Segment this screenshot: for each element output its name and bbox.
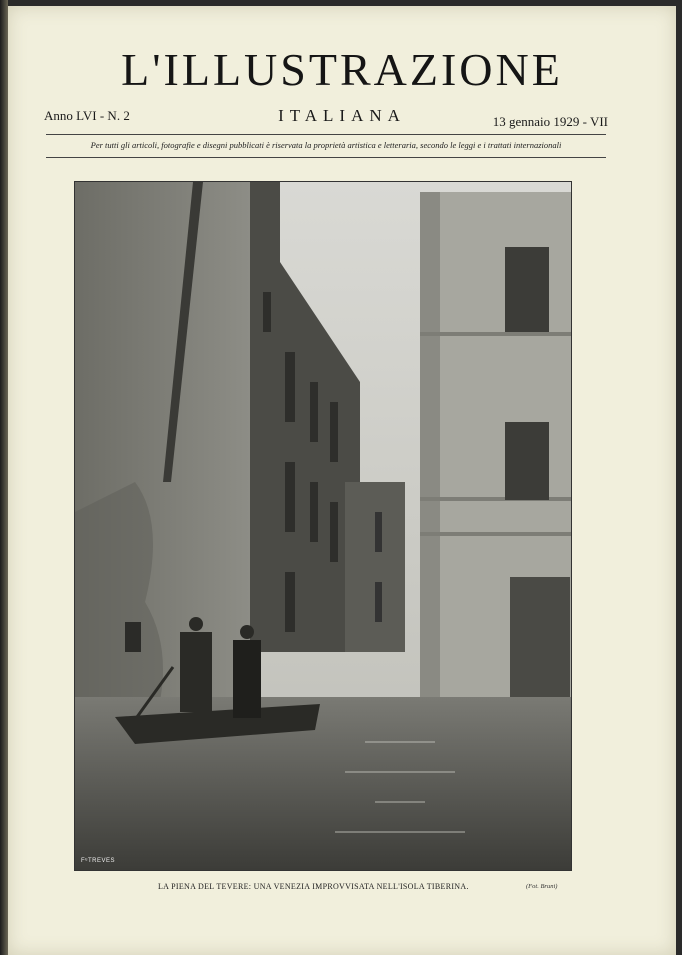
photo-imprint: FᵘTREVES xyxy=(81,858,115,864)
masthead-subtitle: ITALIANA xyxy=(278,106,406,125)
flooded-street-image xyxy=(75,182,571,870)
divider-top xyxy=(46,134,606,135)
issue-date: 13 gennaio 1929 - VII xyxy=(492,114,608,129)
photo-credit: (Fot. Bruni) xyxy=(526,883,558,890)
issue-number: Anno LVI - N. 2 xyxy=(44,108,130,123)
divider-bottom xyxy=(46,157,606,158)
copyright-notice: Per tutti gli articoli, fotografie e disegni pubblicati è riservata la proprietà artistica e letteraria, secondo le leggi e i trattati internazionali xyxy=(90,140,562,150)
masthead-title: L'ILLUSTRAZIONE xyxy=(121,44,563,95)
cover-photograph xyxy=(74,181,572,871)
magazine-cover xyxy=(8,6,676,955)
photo-caption: LA PIENA DEL TEVERE: UNA VENEZIA IMPROVVISATA NELL'ISOLA TIBERINA. xyxy=(158,882,469,891)
binding-spine xyxy=(0,0,8,955)
